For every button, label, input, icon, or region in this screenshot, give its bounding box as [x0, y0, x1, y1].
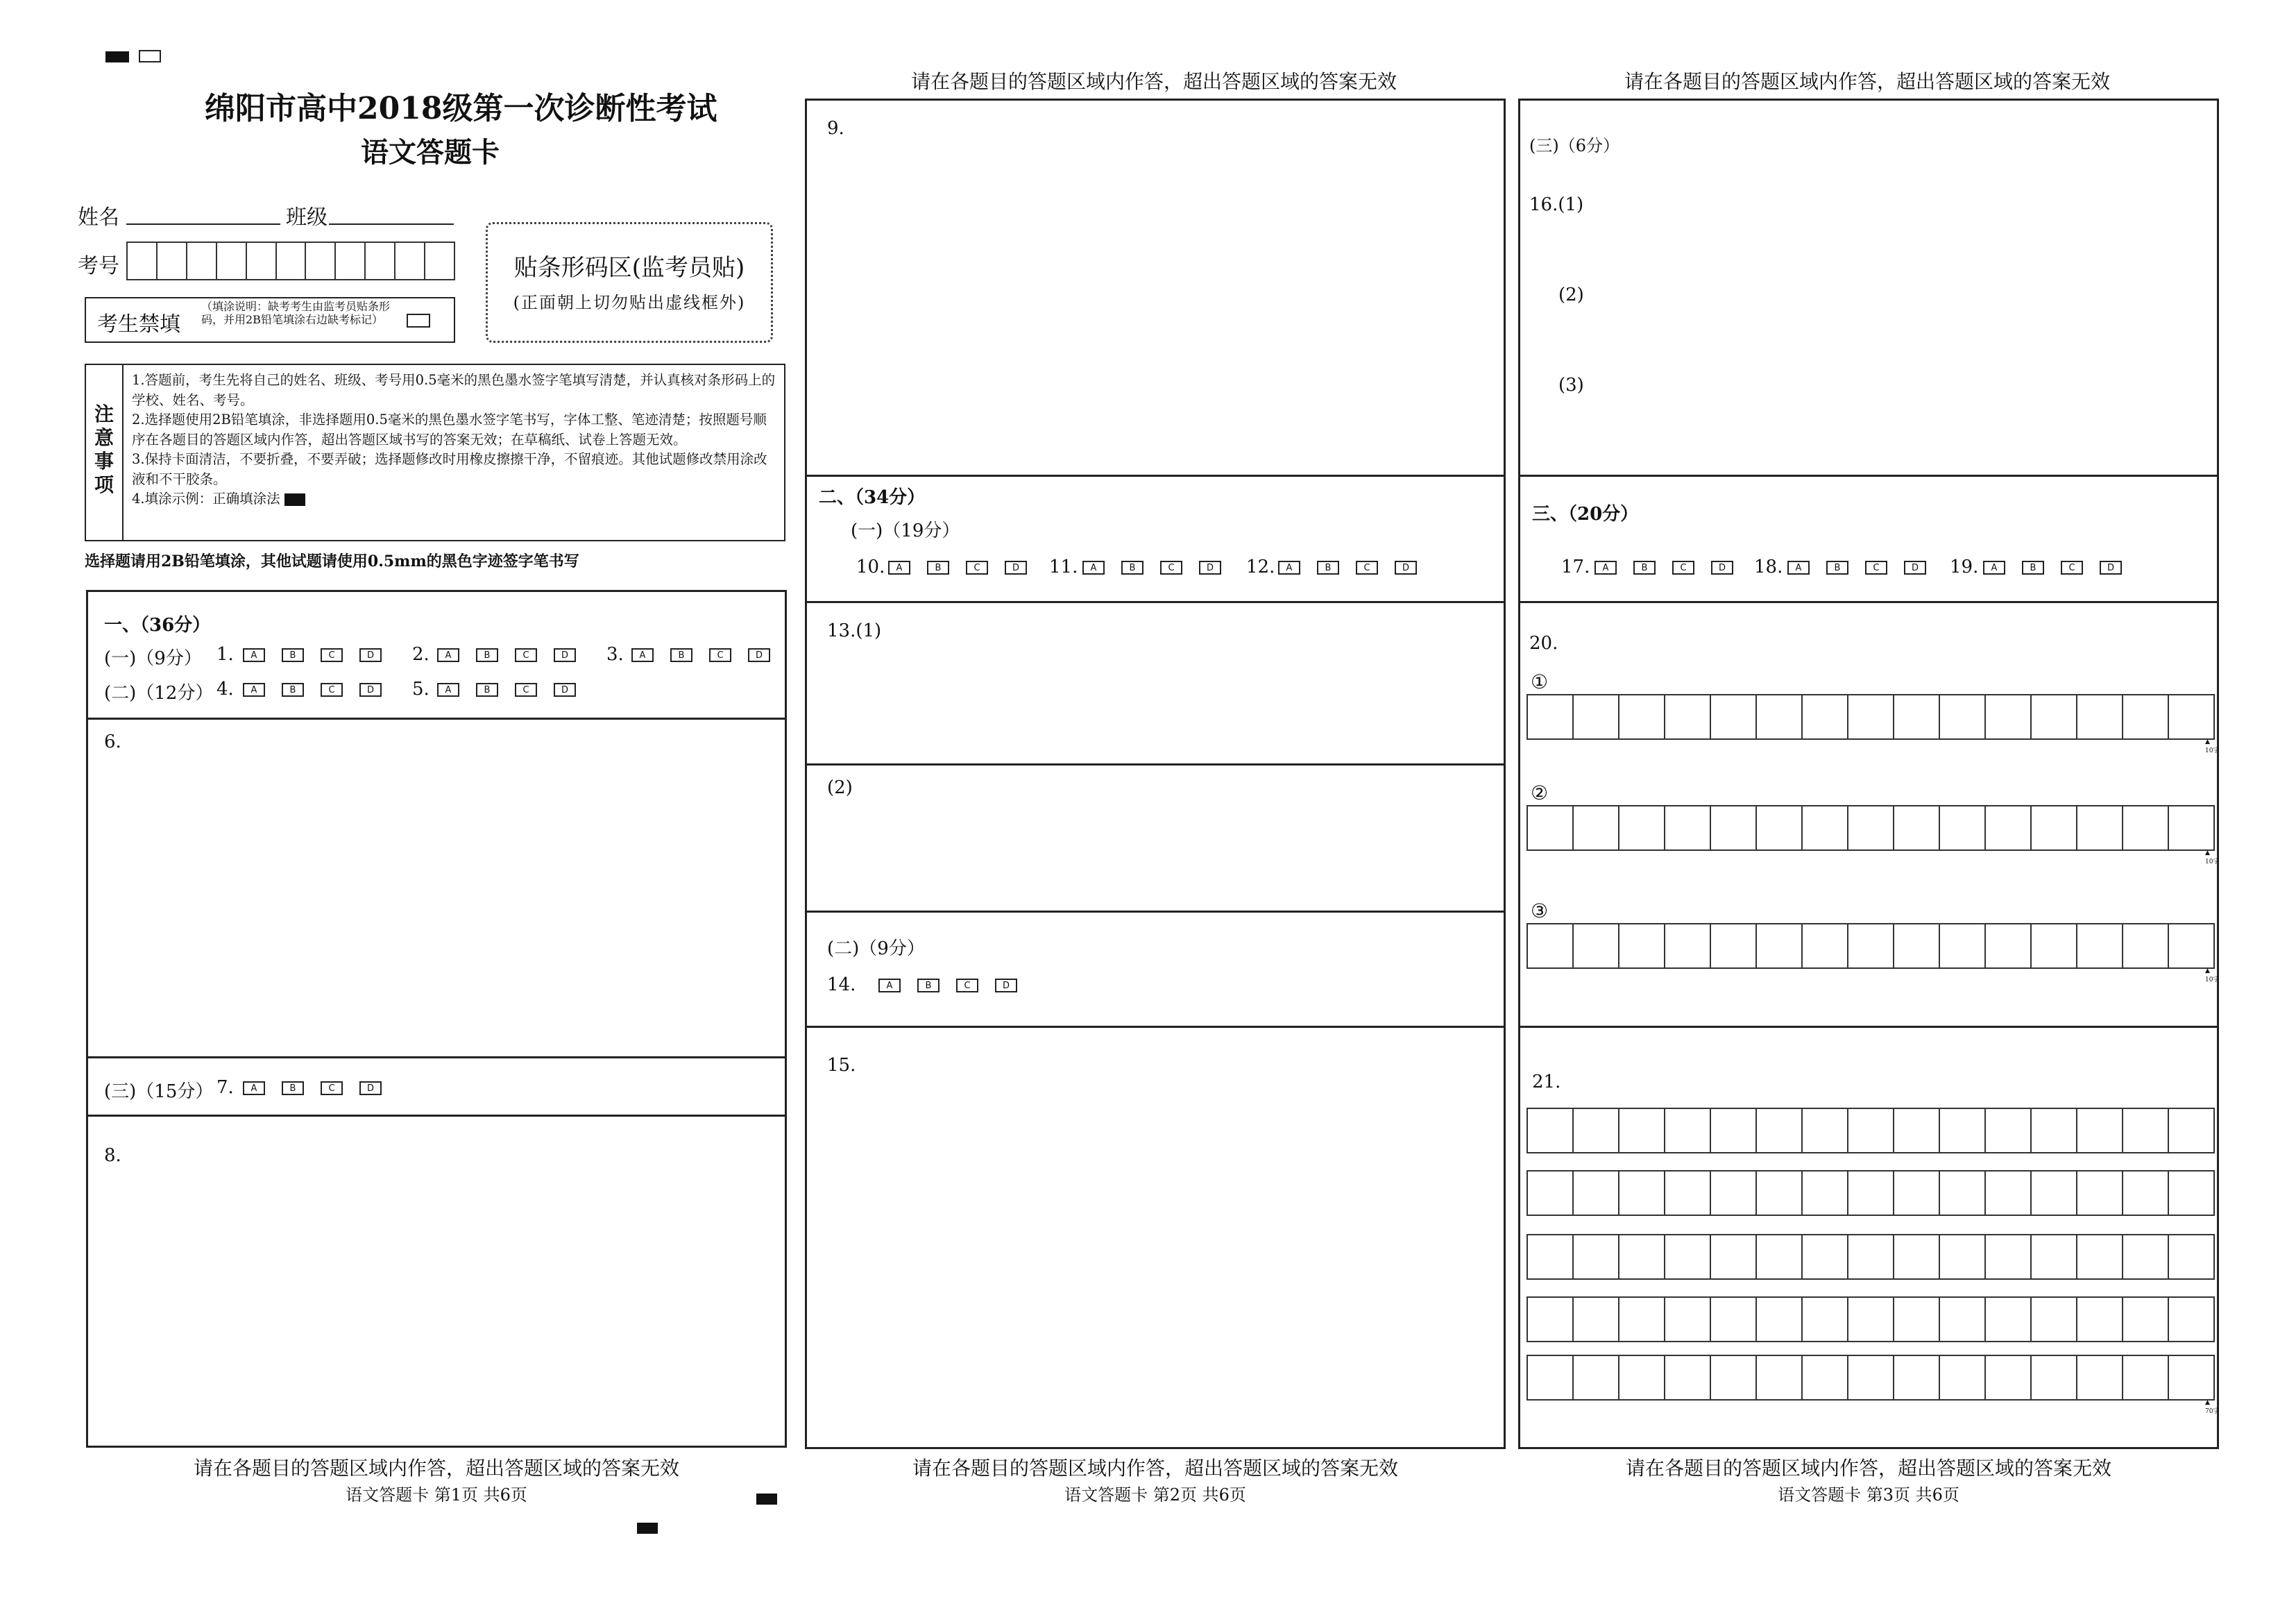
divider	[805, 601, 1506, 603]
part3-label: (三)（15分）	[104, 1081, 214, 1102]
q21-writing-grid-1[interactable]	[1527, 1108, 2215, 1153]
part2-label: (二)（12分）	[104, 683, 214, 704]
notice-line-2: 2.选择题使用2B铅笔填涂，非选择题用0.5毫米的黑色墨水签字笔书写，字体工整、笔迹清楚；按照题号顺序在各题目的答题区域内作答，超出答题区域书写的答案无效；在草稿纸、试卷上答题无效。	[132, 412, 767, 448]
page2-part1-label: (一)（19分）	[851, 521, 960, 541]
divider	[805, 763, 1506, 766]
q6-label: 6.	[104, 731, 121, 752]
q17-option-d[interactable]: D	[1711, 561, 1733, 575]
q16-answer-area[interactable]	[1522, 187, 2216, 472]
q7-option-b[interactable]: B	[282, 1081, 304, 1095]
barcode-note: (正面朝上切勿贴出虚线框外)	[513, 293, 746, 312]
q3-option-b[interactable]: B	[670, 648, 692, 662]
q2-option-d[interactable]: D	[554, 648, 576, 662]
page3-footer: 语文答题卡 第3页 共6页	[1778, 1485, 1959, 1505]
q12-option-b[interactable]: B	[1317, 561, 1339, 575]
q10-option-c[interactable]: C	[966, 561, 988, 575]
page-subtitle: 语文答题卡	[361, 136, 500, 169]
q19-option-c[interactable]: C	[2061, 561, 2083, 575]
q16-3-label: (3)	[1558, 375, 1584, 396]
alignment-mark	[105, 51, 129, 62]
q5-option-b[interactable]: B	[476, 683, 498, 697]
q15-label: 15.	[827, 1055, 856, 1076]
q11-options[interactable]	[1082, 561, 1221, 575]
notice-text	[132, 371, 777, 509]
q16-2-label: (2)	[1558, 285, 1584, 305]
q13-1-answer-area[interactable]	[809, 605, 1503, 761]
q21-writing-grid-2[interactable]	[1527, 1170, 2215, 1216]
q10-option-b[interactable]: B	[927, 561, 949, 575]
q7-option-d[interactable]: D	[359, 1081, 382, 1095]
q12-option-a[interactable]: A	[1278, 561, 1300, 575]
q1-option-d[interactable]: D	[359, 648, 382, 662]
q15-answer-area[interactable]	[809, 1030, 1503, 1444]
q9-answer-area[interactable]	[809, 103, 1503, 471]
name-field[interactable]	[126, 223, 280, 225]
q14-label: 14.	[827, 974, 856, 995]
q2-option-a[interactable]: A	[437, 648, 459, 662]
q4-options[interactable]	[243, 683, 382, 697]
q21-label: 21.	[1532, 1072, 1561, 1092]
notice-line-3: 3.保持卡面清洁，不要折叠，不要弄破；选择题修改时用橡皮擦擦干净，不留痕迹。其他试题修改禁用涂改液和不干胶条。	[132, 451, 767, 487]
q19-options[interactable]	[1983, 561, 2122, 575]
q18-option-c[interactable]: C	[1865, 561, 1887, 575]
q14-option-b[interactable]: B	[917, 979, 939, 992]
q14-options[interactable]	[878, 979, 1017, 992]
section2-heading: 二、（34分）	[819, 487, 926, 508]
q18-options[interactable]	[1787, 561, 1926, 575]
absent-note: （填涂说明：缺考考生由监考员贴条形码，并用2B铅笔填涂右边缺考标记）	[201, 300, 391, 327]
divider	[1518, 475, 2219, 477]
page2-boundary-notice: 请在各题目的答题区域内作答，超出答题区域的答案无效	[910, 70, 1397, 93]
page3-boundary-notice: 请在各题目的答题区域内作答，超出答题区域的答案无效	[1624, 70, 2110, 93]
class-label: 班级	[286, 205, 328, 230]
word-count-mark: ▲ 10字	[2205, 738, 2220, 754]
page-title: 绵阳市高中2018级第一次诊断性考试	[205, 91, 717, 126]
class-field[interactable]	[329, 223, 454, 225]
q5-option-d[interactable]: D	[554, 683, 576, 697]
q2-options[interactable]	[437, 648, 576, 662]
absent-mark-box[interactable]	[407, 314, 430, 328]
q20-writing-grid-1[interactable]	[1527, 694, 2215, 740]
q10-option-a[interactable]: A	[888, 561, 910, 575]
page3-boundary-notice-bottom: 请在各题目的答题区域内作答，超出答题区域的答案无效	[1625, 1457, 2111, 1480]
page1-footer: 语文答题卡 第1页 共6页	[346, 1485, 527, 1505]
q4-option-a[interactable]: A	[243, 683, 265, 697]
divider	[86, 718, 787, 720]
q7-option-c[interactable]: C	[321, 1081, 343, 1095]
barcode-title: 贴条形码区(监考员贴)	[513, 254, 745, 282]
q5-label: 5.	[412, 679, 430, 700]
q2-option-c[interactable]: C	[515, 648, 537, 662]
word-count-mark: ▲ 70字	[2205, 1399, 2220, 1415]
q7-label: 7.	[216, 1077, 234, 1098]
notice-line-4: 4.填涂示例：正确填涂法	[132, 489, 777, 509]
q1-option-b[interactable]: B	[282, 648, 304, 662]
divider	[1518, 601, 2219, 603]
section3-heading: 三、（20分）	[1532, 504, 1639, 525]
q21-writing-grid-5[interactable]	[1527, 1355, 2215, 1401]
q17-option-b[interactable]: B	[1633, 561, 1656, 575]
q18-label: 18.	[1754, 557, 1783, 577]
page2-boundary-notice-bottom: 请在各题目的答题区域内作答，超出答题区域的答案无效	[912, 1457, 1398, 1480]
q13-2-answer-area[interactable]	[809, 768, 1503, 906]
q4-label: 4.	[216, 679, 234, 700]
divider	[805, 911, 1506, 913]
q2-label: 2.	[412, 644, 430, 665]
q11-option-a[interactable]: A	[1082, 561, 1105, 575]
instruction-text: 选择题请用2B铅笔填涂，其他试题请使用0.5mm的黑色字迹签字笔书写	[85, 552, 579, 570]
q10-option-d[interactable]: D	[1005, 561, 1027, 575]
filled-sample-mark	[284, 493, 305, 506]
q21-writing-grid-4[interactable]	[1527, 1296, 2215, 1342]
q1-label: 1.	[216, 644, 234, 665]
q19-option-b[interactable]: B	[2022, 561, 2044, 575]
word-count-mark: ▲ 10字	[2205, 849, 2220, 865]
q6-answer-area[interactable]	[90, 722, 784, 1055]
q12-label: 12.	[1246, 557, 1275, 577]
q18-option-b[interactable]: B	[1826, 561, 1848, 575]
q13-1-label: 13.(1)	[827, 620, 882, 641]
q11-option-b[interactable]: B	[1121, 561, 1143, 575]
q12-options[interactable]	[1278, 561, 1417, 575]
q18-option-a[interactable]: A	[1787, 561, 1810, 575]
q17-option-c[interactable]: C	[1672, 561, 1694, 575]
q20-circled-2: ②	[1531, 781, 1549, 804]
part1-label: (一)（9分）	[104, 648, 202, 669]
q11-option-d[interactable]: D	[1199, 561, 1221, 575]
absent-label: 考生禁填	[97, 312, 180, 337]
q20-label: 20.	[1529, 633, 1558, 654]
section1-heading: 一、（36分）	[104, 615, 211, 636]
q11-label: 11.	[1049, 557, 1078, 577]
q3-option-c[interactable]: C	[709, 648, 731, 662]
q7-options[interactable]	[243, 1081, 382, 1095]
q18-option-d[interactable]: D	[1904, 561, 1926, 575]
q10-options[interactable]	[888, 561, 1027, 575]
notice-line-1: 1.答题前，考生先将自己的姓名、班级、考号用0.5毫米的黑色墨水签字笔填写清楚，并认真核对条形码上的学校、姓名、考号。	[132, 372, 776, 408]
q3-option-d[interactable]: D	[748, 648, 770, 662]
q19-option-a[interactable]: A	[1983, 561, 2005, 575]
q3-option-a[interactable]: A	[631, 648, 654, 662]
q14-option-a[interactable]: A	[878, 979, 901, 992]
q1-option-c[interactable]: C	[321, 648, 343, 662]
q11-option-c[interactable]: C	[1160, 561, 1182, 575]
q20-circled-1: ①	[1531, 670, 1549, 693]
q10-label: 10.	[856, 557, 885, 577]
q14-option-c[interactable]: C	[956, 979, 978, 992]
q4-option-d[interactable]: D	[359, 683, 382, 697]
q7-option-a[interactable]: A	[243, 1081, 265, 1095]
divider	[805, 475, 1506, 477]
q13-2-label: (2)	[827, 777, 853, 798]
q20-writing-grid-3[interactable]	[1527, 923, 2215, 969]
id-label: 考号	[78, 254, 119, 278]
q12-option-d[interactable]: D	[1395, 561, 1417, 575]
q17-option-a[interactable]: A	[1595, 561, 1617, 575]
q17-options[interactable]	[1595, 561, 1733, 575]
q9-label: 9.	[827, 118, 844, 139]
q3-options[interactable]	[631, 648, 770, 662]
q2-option-b[interactable]: B	[476, 648, 498, 662]
q14-option-d[interactable]: D	[995, 979, 1017, 992]
q17-label: 17.	[1561, 557, 1590, 577]
divider	[1518, 1026, 2219, 1028]
notice-divider	[122, 364, 124, 541]
q1-options[interactable]	[243, 648, 382, 662]
page2-footer: 语文答题卡 第2页 共6页	[1064, 1485, 1246, 1505]
page1-boundary-notice: 请在各题目的答题区域内作答，超出答题区域的答案无效	[193, 1457, 679, 1480]
divider	[86, 1056, 787, 1058]
q5-option-a[interactable]: A	[437, 683, 459, 697]
word-count-mark: ▲ 10字	[2205, 967, 2220, 983]
q4-option-b[interactable]: B	[282, 683, 304, 697]
q16-1-label: 16.(1)	[1529, 194, 1584, 215]
q19-option-d[interactable]: D	[2100, 561, 2122, 575]
q4-option-c[interactable]: C	[321, 683, 343, 697]
alignment-mark	[637, 1523, 658, 1534]
q12-option-c[interactable]: C	[1356, 561, 1378, 575]
q8-label: 8.	[104, 1145, 121, 1166]
q1-option-a[interactable]: A	[243, 648, 265, 662]
q19-label: 19.	[1950, 557, 1979, 577]
q21-writing-grid-3[interactable]	[1527, 1234, 2215, 1280]
q3-label: 3.	[606, 644, 624, 665]
q5-option-c[interactable]: C	[515, 683, 537, 697]
alignment-mark-outline	[139, 50, 161, 62]
divider	[86, 1115, 787, 1117]
q20-writing-grid-2[interactable]	[1527, 805, 2215, 851]
barcode-area	[486, 222, 773, 343]
page3-part3-label: (三)（6分）	[1529, 136, 1619, 155]
divider	[805, 1026, 1506, 1028]
name-label: 姓名	[78, 205, 119, 230]
exam-id-boxes[interactable]	[126, 242, 455, 280]
q20-circled-3: ③	[1531, 899, 1549, 922]
q5-options[interactable]	[437, 683, 576, 697]
notice-label: 注 意 事 项	[94, 403, 114, 496]
q8-answer-area[interactable]	[90, 1119, 784, 1444]
page2-part2-label: (二)（9分）	[827, 938, 925, 959]
